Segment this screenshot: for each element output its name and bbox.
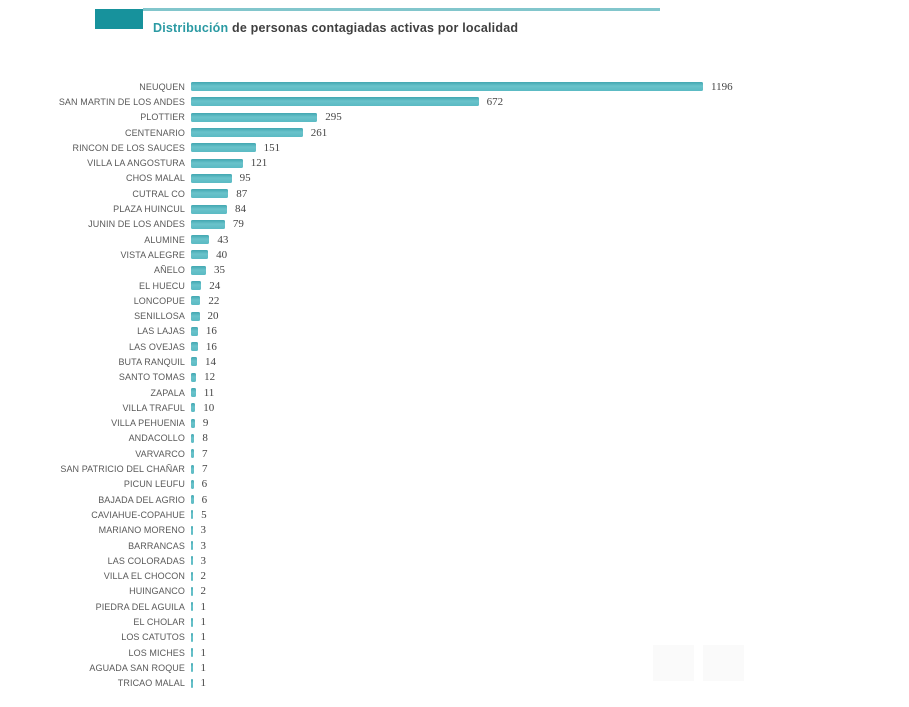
- value-label: 261: [310, 126, 328, 139]
- category-label: CUTRAL CO: [132, 188, 185, 199]
- chart-row: [0, 278, 860, 293]
- category-label: LAS COLORADAS: [107, 555, 185, 566]
- value-label: 3: [200, 554, 206, 567]
- chart-row: [0, 569, 860, 584]
- bar: [191, 449, 194, 458]
- page-title: [153, 21, 518, 35]
- chart-row: [0, 79, 860, 94]
- chart-row: [0, 416, 860, 431]
- bar: [191, 357, 197, 366]
- value-label: 1: [200, 600, 206, 613]
- value-label: 24: [209, 279, 221, 292]
- value-label: 2: [200, 570, 206, 583]
- bar: [191, 633, 193, 642]
- bar: [191, 205, 227, 214]
- category-label: LAS OVEJAS: [128, 341, 185, 352]
- bar: [191, 220, 225, 229]
- category-label: VILLA PEHUENIA: [111, 418, 185, 429]
- page-title-highlight: Distribución: [153, 21, 229, 36]
- value-label: 3: [200, 524, 206, 537]
- category-label: VARVARCO: [135, 448, 185, 459]
- category-label: ALUMINE: [144, 234, 185, 245]
- value-label: 22: [208, 294, 220, 307]
- bar: [191, 679, 193, 688]
- chart-row: [0, 446, 860, 461]
- chart-row: [0, 461, 860, 476]
- chart-row: [0, 339, 860, 354]
- value-label: 35: [213, 264, 225, 277]
- value-label: 40: [216, 248, 228, 261]
- category-label: TRICAO MALAL: [117, 678, 185, 689]
- value-label: 16: [205, 340, 217, 353]
- value-label: 10: [203, 401, 215, 414]
- category-label: LONCOPUE: [133, 295, 185, 306]
- chart-row: [0, 155, 860, 170]
- value-label: 7: [201, 463, 208, 476]
- chart-row: [0, 324, 860, 339]
- value-label: 7: [201, 447, 208, 460]
- value-label: 16: [205, 325, 217, 338]
- value-label: 87: [236, 187, 248, 200]
- chart-row: [0, 263, 860, 278]
- bar: [191, 495, 194, 504]
- category-label: PIEDRA DEL AGUILA: [95, 601, 185, 612]
- category-label: PLOTTIER: [140, 112, 185, 123]
- header-accent-swatch: [95, 9, 143, 29]
- chart-row: [0, 217, 860, 232]
- chart-row: [0, 110, 860, 125]
- chart-row: [0, 614, 860, 629]
- category-label: MARIANO MORENO: [98, 525, 185, 536]
- category-label: SANTO TOMAS: [118, 372, 185, 383]
- chart-row: [0, 507, 860, 522]
- chart-row: [0, 140, 860, 155]
- value-label: 95: [239, 172, 251, 185]
- value-label: 1: [200, 616, 206, 629]
- category-label: HUINGANCO: [129, 586, 185, 597]
- category-label: AGUADA SAN ROQUE: [89, 662, 185, 673]
- value-label: 121: [250, 157, 268, 170]
- value-label: 672: [486, 95, 504, 108]
- value-label: 12: [204, 371, 216, 384]
- bar: [191, 587, 193, 596]
- chart-row: [0, 584, 860, 599]
- value-label: 8: [202, 432, 208, 445]
- chart-row: [0, 171, 860, 186]
- value-label: 1196: [711, 80, 733, 93]
- category-label: AÑELO: [153, 265, 185, 276]
- category-label: BAJADA DEL AGRIO: [98, 494, 185, 505]
- chart-row: [0, 186, 860, 201]
- bar: [191, 419, 195, 428]
- bar: [191, 510, 193, 519]
- category-label: VILLA EL CHOCON: [103, 571, 185, 582]
- category-label: PLAZA HUINCUL: [113, 204, 185, 215]
- value-label: 6: [201, 493, 208, 506]
- category-label: VISTA ALEGRE: [120, 249, 185, 260]
- page-title-rest: de personas contagiadas activas por localidad: [228, 21, 519, 36]
- value-label: 43: [217, 233, 229, 246]
- chart-row: [0, 247, 860, 262]
- category-label: LAS LAJAS: [137, 326, 185, 337]
- value-label: 1: [200, 631, 206, 644]
- category-label: EL HUECU: [139, 280, 185, 291]
- bar: [191, 648, 193, 657]
- value-label: 9: [202, 417, 209, 430]
- category-label: SAN PATRICIO DEL CHAÑAR: [60, 464, 185, 475]
- category-label: PICUN LEUFU: [123, 479, 185, 490]
- category-label: SENILLOSA: [134, 311, 185, 322]
- value-label: 6: [201, 478, 208, 491]
- bar: [191, 82, 703, 91]
- bar: [191, 189, 228, 198]
- chart-row: [0, 599, 860, 614]
- category-label: ANDACOLLO: [128, 433, 185, 444]
- chart-row: [0, 232, 860, 247]
- chart-row: [0, 477, 860, 492]
- bar: [191, 327, 198, 336]
- chart-row: [0, 354, 860, 369]
- chart-row: [0, 385, 860, 400]
- bar: [191, 312, 200, 321]
- value-label: 84: [234, 203, 246, 216]
- category-label: CENTENARIO: [124, 127, 185, 138]
- bar: [191, 159, 243, 168]
- chart-row: [0, 293, 860, 308]
- category-label: VILLA TRAFUL: [122, 402, 185, 413]
- category-label: ZAPALA: [150, 387, 185, 398]
- bar: [191, 373, 196, 382]
- category-label: BARRANCAS: [128, 540, 185, 551]
- chart-row: [0, 630, 860, 645]
- bar: [191, 556, 193, 565]
- bar: [191, 434, 194, 443]
- chart-row: [0, 523, 860, 538]
- value-label: 1: [200, 661, 206, 674]
- category-label: NEUQUEN: [139, 81, 185, 92]
- bar: [191, 128, 303, 137]
- value-label: 151: [263, 141, 281, 154]
- category-label: CHOS MALAL: [125, 173, 185, 184]
- bar: [191, 526, 193, 535]
- chart-row: [0, 201, 860, 216]
- bar: [191, 618, 193, 627]
- chart-row: [0, 492, 860, 507]
- chart-row: [0, 400, 860, 415]
- chart-row: [0, 538, 860, 553]
- bar: [191, 465, 194, 474]
- category-label: LOS MICHES: [128, 647, 185, 658]
- bar: [191, 113, 317, 122]
- bar: [191, 174, 232, 183]
- chart-row: [0, 308, 860, 323]
- category-label: BUTA RANQUIL: [118, 356, 185, 367]
- category-label: CAVIAHUE-COPAHUE: [91, 509, 185, 520]
- bar-chart: [0, 79, 860, 691]
- value-label: 1: [200, 677, 206, 690]
- bar: [191, 403, 195, 412]
- category-label: JUNIN DE LOS ANDES: [88, 219, 185, 230]
- bar: [191, 235, 209, 244]
- category-label: VILLA LA ANGOSTURA: [87, 158, 185, 169]
- value-label: 11: [203, 386, 215, 399]
- chart-row: [0, 94, 860, 109]
- value-label: 295: [325, 111, 342, 124]
- category-label: EL CHOLAR: [133, 617, 185, 628]
- bar: [191, 663, 193, 672]
- bar: [191, 342, 198, 351]
- watermark-square-2: [703, 645, 744, 681]
- bar: [191, 388, 196, 397]
- bar: [191, 541, 193, 550]
- chart-row: [0, 431, 860, 446]
- category-label: SAN MARTIN DE LOS ANDES: [58, 96, 185, 107]
- chart-row: [0, 370, 860, 385]
- header-accent-line: [143, 8, 660, 11]
- value-label: 14: [204, 355, 216, 368]
- value-label: 1: [200, 646, 206, 659]
- bar: [191, 266, 206, 275]
- bar: [191, 143, 256, 152]
- value-label: 3: [200, 539, 206, 552]
- bar: [191, 296, 200, 305]
- value-label: 2: [200, 585, 206, 598]
- bar: [191, 97, 479, 106]
- category-label: RINCON DE LOS SAUCES: [72, 142, 185, 153]
- bar: [191, 602, 193, 611]
- value-label: 20: [207, 310, 219, 323]
- watermark-square-1: [653, 645, 694, 681]
- value-label: 79: [232, 218, 244, 231]
- bar: [191, 572, 193, 581]
- value-label: 5: [201, 508, 207, 521]
- bar: [191, 281, 201, 290]
- chart-row: [0, 553, 860, 568]
- category-label: LOS CATUTOS: [121, 632, 185, 643]
- chart-row: [0, 125, 860, 140]
- bar: [191, 480, 194, 489]
- bar: [191, 250, 208, 259]
